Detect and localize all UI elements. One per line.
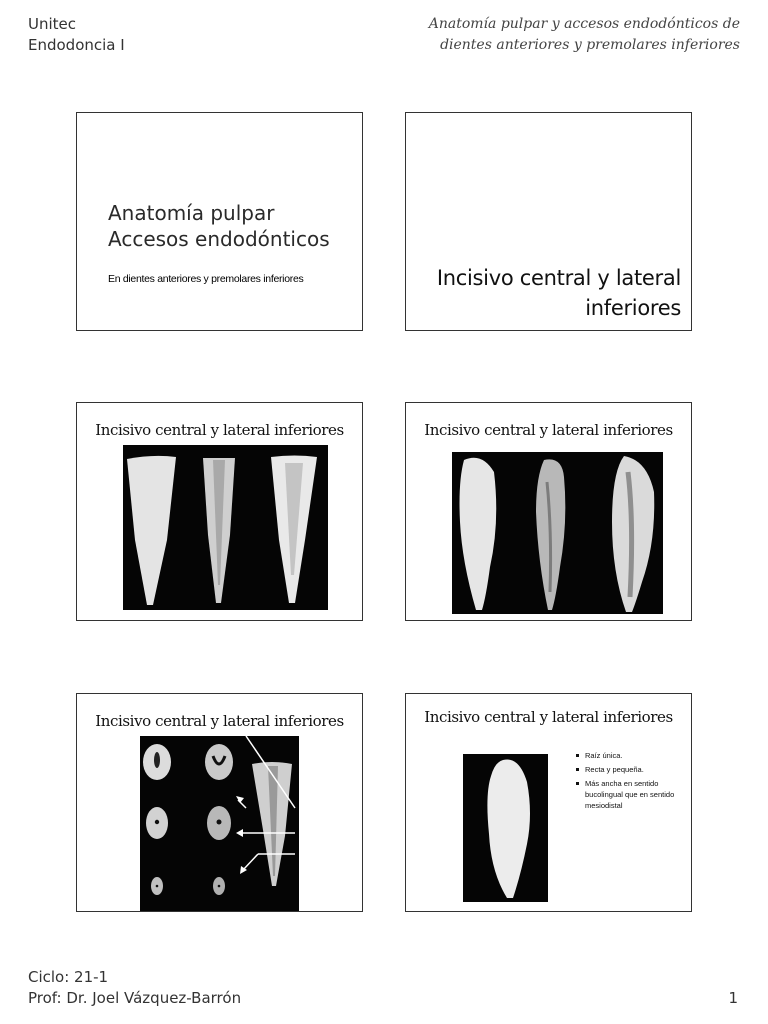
slide-6 (405, 693, 692, 912)
slide-1-title (108, 200, 330, 252)
slide-1-title-line-1: Anatomía pulpar (108, 201, 275, 225)
professor-name: Prof: Dr. Joel Vázquez-Barrón (28, 989, 242, 1007)
slide-6-title: Incisivo central y lateral inferiores (424, 708, 673, 726)
bullet-item: Más ancha en sentido bucolingual que en sentido mesiodistal (574, 778, 686, 811)
cycle-label: Ciclo: 21-1 (28, 968, 109, 986)
slide-4 (405, 402, 692, 621)
topic-line-2: dientes anteriores y premolares inferiores (440, 37, 740, 53)
slide-6-bullet-list (574, 750, 686, 814)
slide-1-title-line-2: Accesos endodónticos (108, 227, 330, 251)
slide-1 (76, 112, 363, 331)
institution-name: Unitec (28, 15, 77, 33)
bullet-item: Recta y pequeña. (574, 764, 686, 775)
slide-5-title: Incisivo central y lateral inferiores (95, 712, 344, 730)
incisors-proximal-view-photo (452, 452, 663, 614)
incisor-single-root-photo (463, 754, 548, 902)
course-name: Endodoncia I (28, 36, 125, 54)
page-header-left (28, 14, 125, 56)
slide-2 (405, 112, 692, 331)
slide-3-title: Incisivo central y lateral inferiores (95, 421, 344, 439)
slide-1-subtitle: En dientes anteriores y premolares inferiores (108, 273, 304, 285)
page-header-right (429, 14, 740, 56)
slide-3 (76, 402, 363, 621)
page-number: 1 (728, 989, 738, 1007)
root-cross-sections-photo (140, 736, 299, 911)
three-incisors-photo (123, 445, 328, 610)
slide-2-title-line-1: Incisivo central y lateral (436, 266, 681, 290)
slide-4-title: Incisivo central y lateral inferiores (424, 421, 673, 439)
slide-2-title (437, 263, 681, 323)
slide-5 (76, 693, 363, 912)
bullet-item: Raíz única. (574, 750, 686, 761)
page-footer (28, 967, 241, 1009)
slide-2-title-line-2: inferiores (585, 296, 681, 320)
topic-line-1: Anatomía pulpar y accesos endodónticos de (428, 16, 740, 32)
